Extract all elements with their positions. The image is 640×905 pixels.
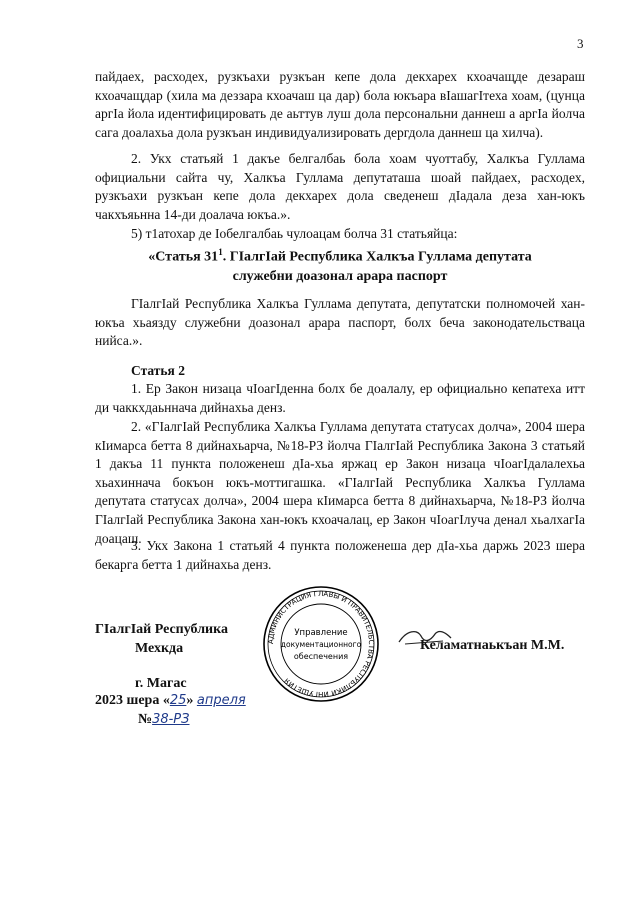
official-stamp — [260, 585, 382, 703]
paragraph-3: 5) т1атохар де Iобелгалбаь чулоацам болча 31 статьяйца: — [131, 226, 458, 241]
paragraph-6: 2. «ГIалгIай Республика Халкъа Гуллама депутата статусах долча», 2004 шера кIимарса бетта 8 дийнахьарча, №18-РЗ йолча ГIалгIай Республика Закона 3 статьяй 1 дакъа 11 пункта положенеш дIа-хьа яржац ер Закон низаца чIоагIдалалехьа хьахиннача бокъон юкъ-моттигашка. «ГIалгIай Республика Халкъа Гуллама депутата статусах долча», 2004 шера кIимарса бетта 8 дийнахьарча, №18-РЗ йолча ГIалгIай Республика Закона хан-юкъ кхоачалац, ер Закон чIоагIлуча денал хьалхагIа доацаш. — [95, 419, 585, 546]
stamp-line-2: документационного — [280, 640, 362, 649]
stamp-line-3: обеспечения — [293, 652, 349, 661]
paragraph-7: 3. Укх Закона 1 статьяй 4 пункта положенеша дер дIа-хьа даржь 2023 шера бекарга бетта 1 дийнахьа денз. — [95, 538, 585, 572]
signatory-name: Келаматнаькъан М.М. — [420, 638, 565, 653]
place: г. Магас — [135, 676, 187, 691]
date-month: апреля — [196, 693, 246, 708]
law-number: №38-РЗ — [138, 712, 190, 727]
date-day: 25 — [169, 693, 187, 708]
law-number-value: 38-РЗ — [152, 712, 190, 727]
article-31-title: «Статья $31^1$. ГIалгIай Республика Халкъа Гуллама депутата служебни доазонал арара паспорт — [148, 247, 532, 284]
signature-title: ГIалгIай Республика Мехкда — [95, 622, 228, 656]
paragraph-2: 2. Укх статьяй 1 дакъе белгалбаь бола хоам чуоттабу, Халкъа Гуллама официальни сайта чу, Халкъа Гуллама депутаташа шоай пайдаех, расходех, рузкъахи рузкъан кепе дола декхарех дола сведенеш дIадала деза хан-юкъ чакхъяьнна 14-ди доалача юкъа.». — [95, 151, 585, 222]
paragraph-4: ГIалгIай Республика Халкъа Гуллама депутата, депутатски полномочей хан-юкъа хьаязду служебни доазонал арара паспорт, болх беча законодательстваца нийса.». — [95, 296, 585, 349]
stamp-ring-text: АДМИНИСТРАЦИЯ ГЛАВЫ И ПРАВИТЕЛЬСТВА РЕСПУБЛИКИ ИНГУШЕТИЯ — [266, 589, 376, 699]
date: 2023 шера «25» апреля — [95, 693, 246, 708]
paragraph-1: пайдаех, расходех, рузкъахи рузкъан кепе дола декхарех кхоачащде дезараш кхоачащдар (хила ма деззара кхоачаш ца дар) бола юкъара вIашагIтеха хоам, (цунца аргIа йола идентифицировать де аьттув луш дола персональни даннеш а аргIа йолча сага доалахьа дола рузкъан индивидуализировать дергдола даннеш ца хилча). — [95, 69, 585, 140]
paragraph-5: 1. Ер Закон низаца чIоагIденна болх бе доалалу, ер официально кепатеха итт ди чаккхдаьннача дийнахьа денз. — [95, 381, 585, 415]
stamp-line-1: Управление — [294, 628, 348, 638]
article-2-title: Статья 2 — [131, 363, 185, 378]
page-number: 3 — [577, 36, 584, 51]
